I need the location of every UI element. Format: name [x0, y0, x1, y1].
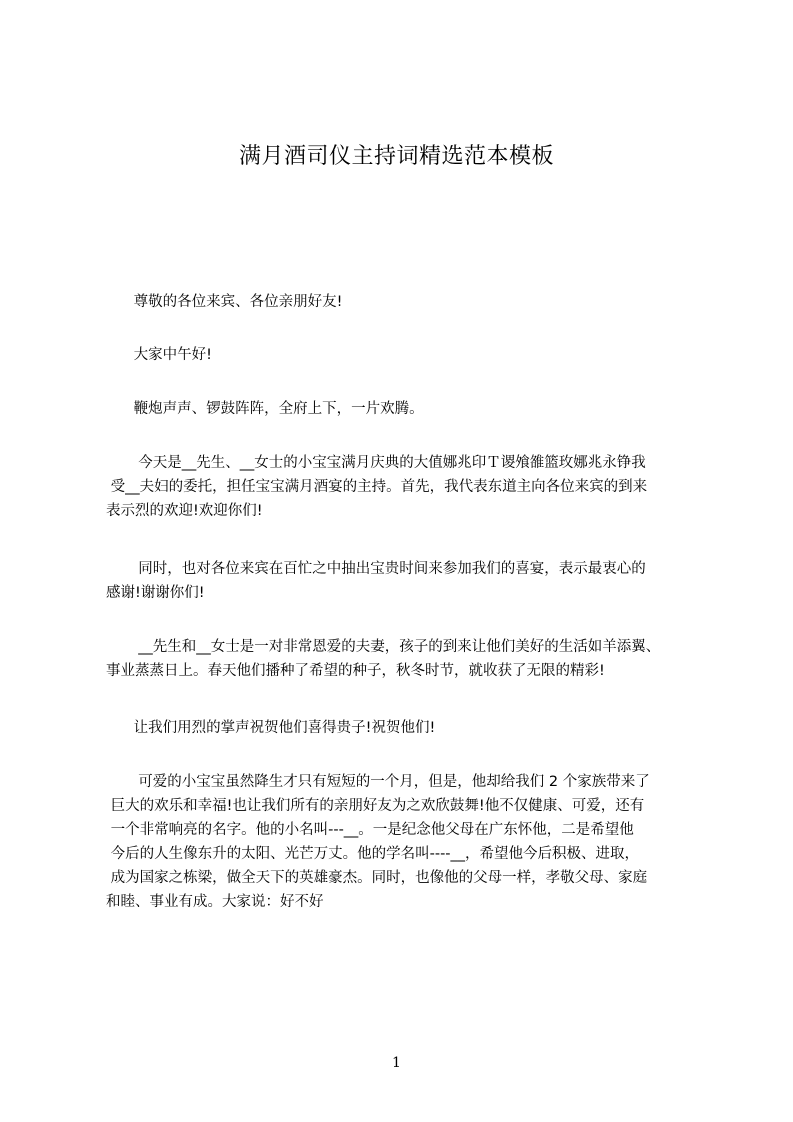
paragraph-couple: __先生和__女士是一对非常恩爱的夫妻，孩子的到来让他们美好的生活如羊添翼、 事业蒸蒸日上。春天他们播种了希望的种子，秋冬时节，就收获了无限的精彩!: [106, 639, 661, 679]
page-number: 1: [392, 1055, 401, 1071]
paragraph-celebration: 鞭炮声声、锣鼓阵阵，全府上下，一片欢腾。: [106, 401, 424, 417]
paragraph-good-noon: 大家中午好!: [106, 347, 212, 363]
paragraph-thanks: 同时，也对各位来宾在百忙之中抽出宝贵时间来参加我们的喜宴，表示最衷心的 感谢!谢谢你们!: [106, 561, 646, 601]
paragraph-applause: 让我们用烈的掌声祝贺他们喜得贵子!祝贺他们!: [106, 720, 436, 736]
paragraph-greeting: 尊敬的各位来宾、各位亲朋好友!: [106, 294, 343, 310]
document-title: 满月酒司仪主持词精选范本模板: [238, 144, 554, 169]
paragraph-introduction: 今天是__先生、__女士的小宝宝满月庆典的大值娜兆印Ｔ谡飧雒篮玫娜兆永铮我 受__夫妇的委托，担任宝宝满月酒宴的主持。首先，我代表东道主向各位来宾的到来 表示烈的欢迎!欢迎你们!: [106, 455, 648, 519]
paragraph-baby: 可爱的小宝宝虽然降生才只有短短的一个月，但是，他却给我们 2 个家族带来了 巨大的欢乐和幸福!也让我们所有的亲朋好友为之欢欣鼓舞!他不仅健康、可爱，还有 一个非常响亮的名字。他的小名叫---__。一是纪念他父母在广东怀他，二是希望他 今后的人生像东升的太阳、光芒万丈。他的学名叫----__，希望他今后积极、进取， 成为国家之栋梁，做全天下的英雄豪杰。同时，也像他的父母一样，孝敬父母、家庭 和睦、事业有成。大家说：好不好: [106, 774, 650, 910]
